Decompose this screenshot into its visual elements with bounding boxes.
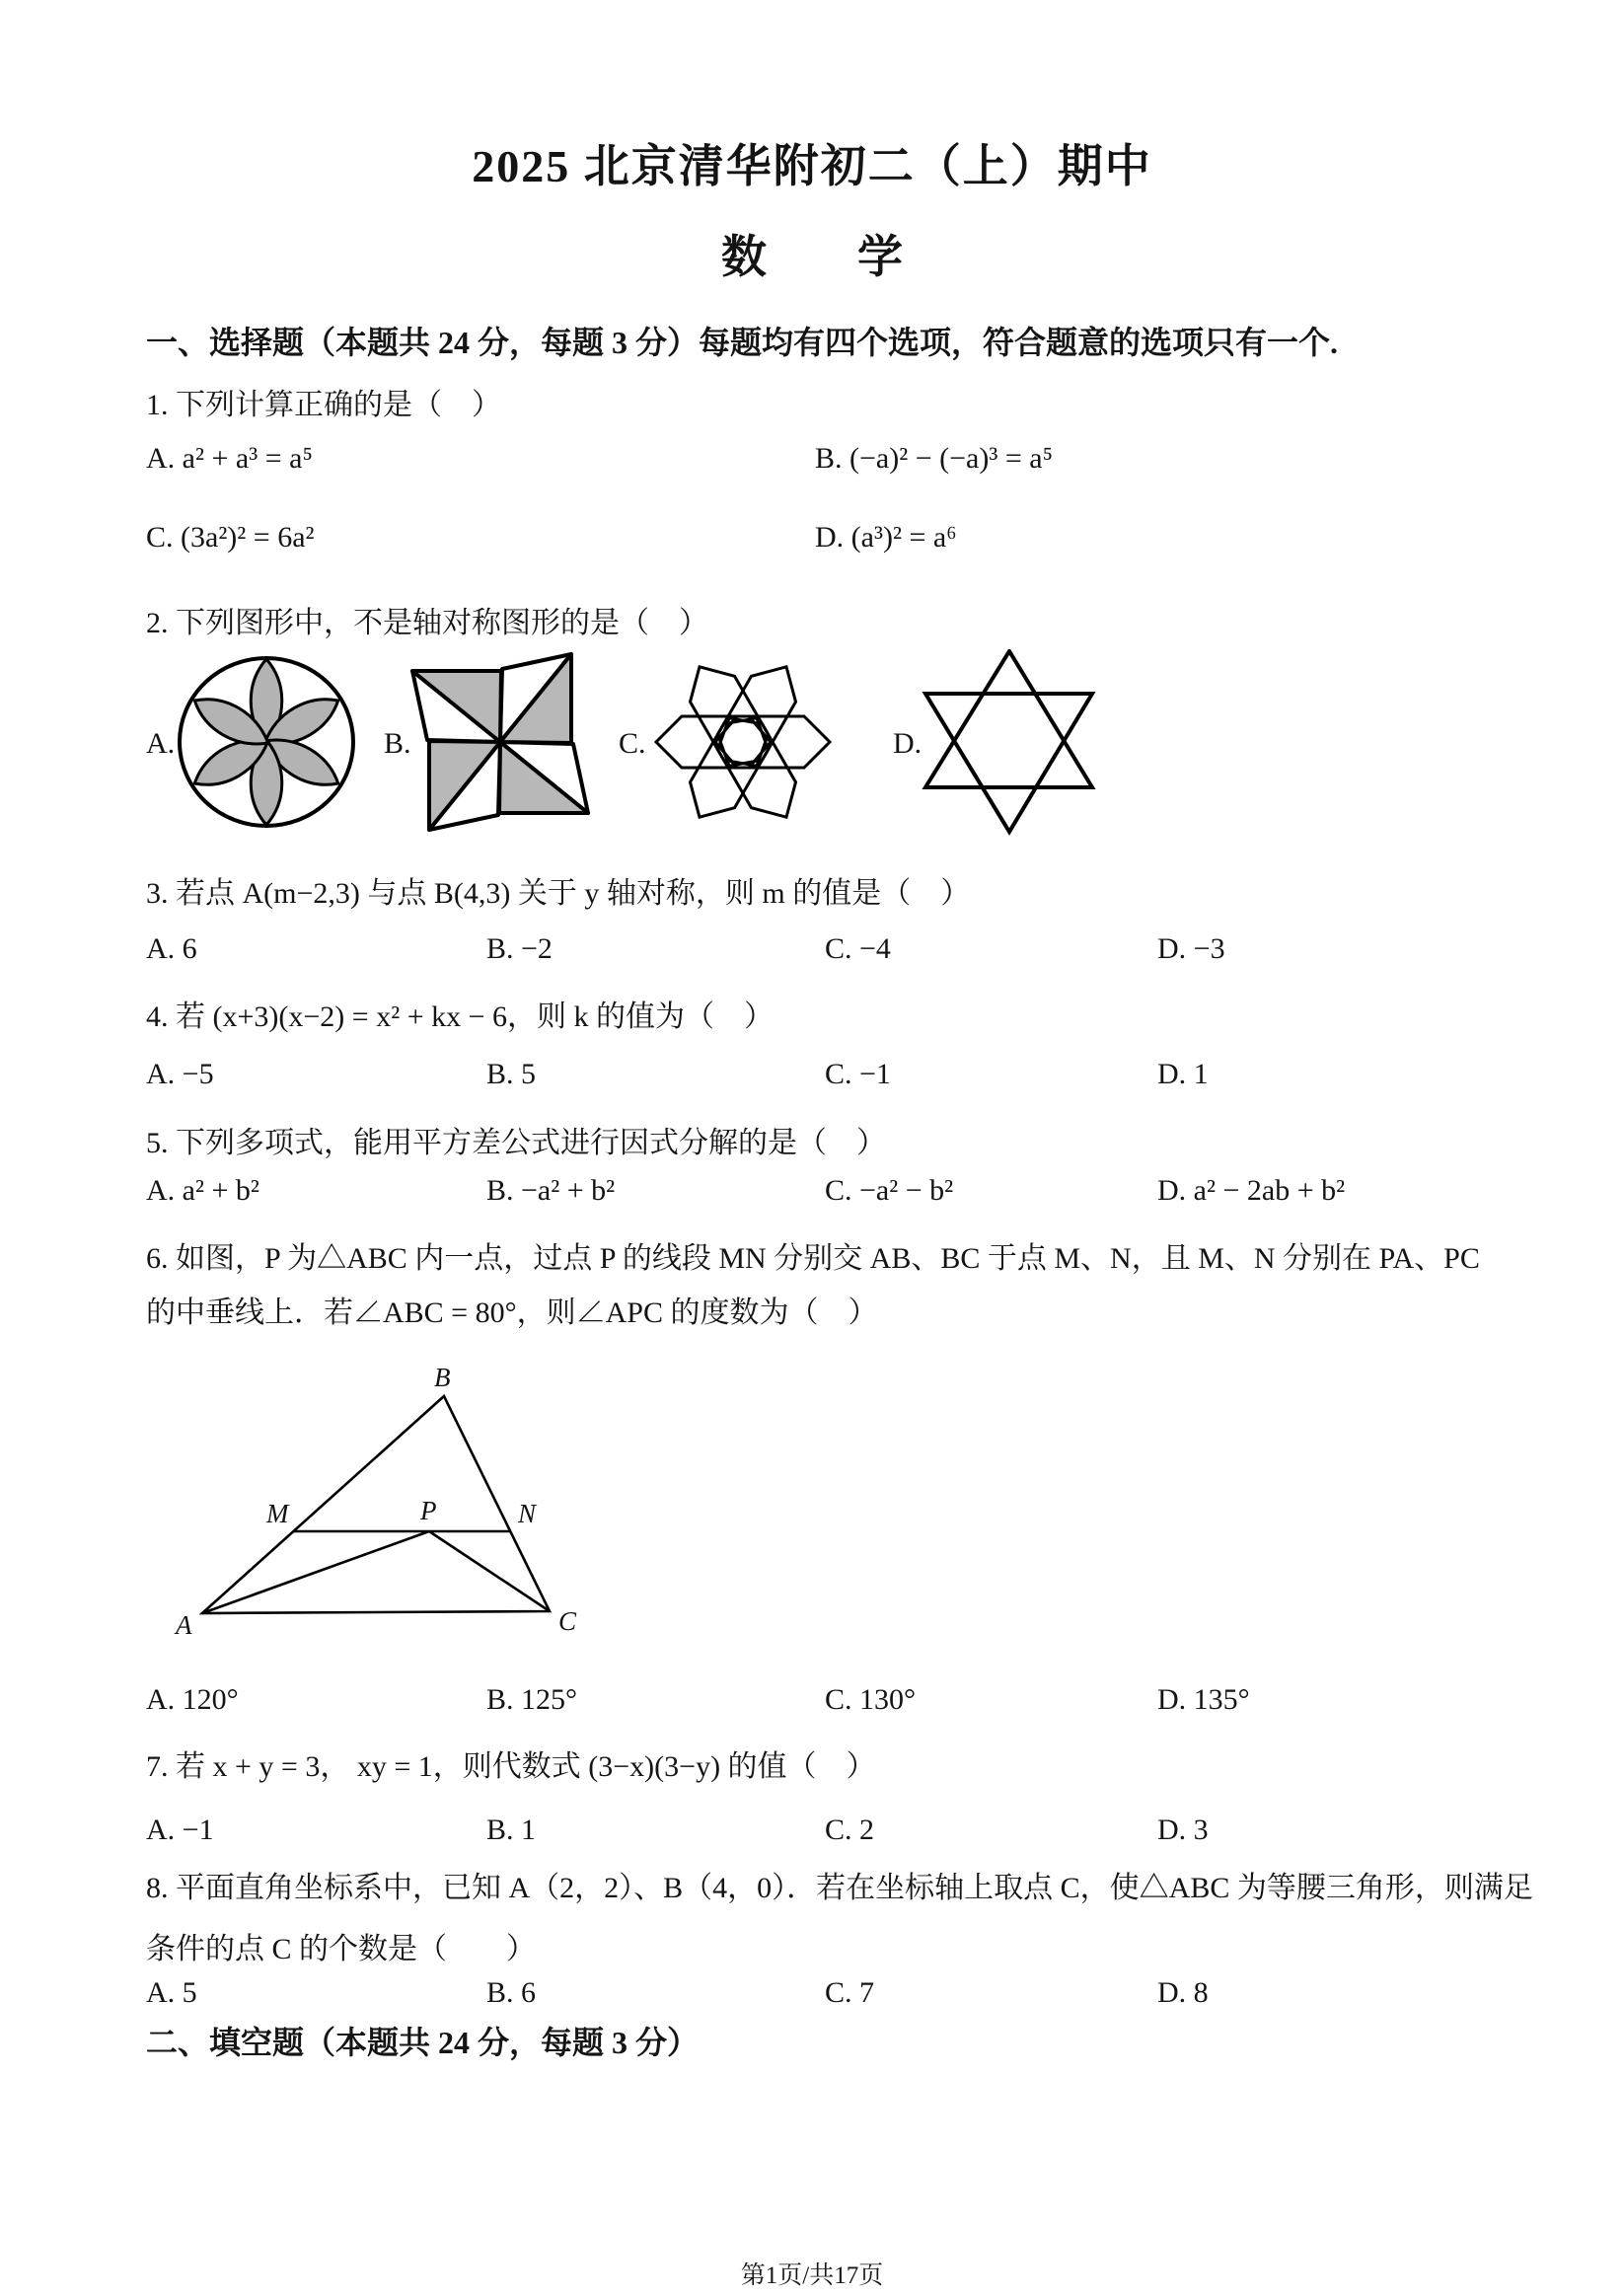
q2-figure-label-c: C.	[619, 727, 646, 760]
q6-stem-line-1: 6. 如图，P 为△ABC 内一点，过点 P 的线段 MN 分别交 AB、BC 于点 M、N，且 M、N 分别在 PA、PC	[146, 1242, 1480, 1275]
q8-option-d: D. 8	[1157, 1976, 1209, 2009]
q6-label-p: P	[420, 1496, 437, 1525]
q1-option-d: D. (a³)² = a⁶	[815, 521, 957, 554]
q8-option-a: A. 5	[146, 1976, 197, 2009]
q4-option-c: C. −1	[825, 1058, 891, 1090]
q6-label-b: B	[434, 1363, 451, 1392]
q2-figure-b-pinwheel	[409, 651, 591, 833]
q3-options-row	[146, 932, 1527, 966]
q8-option-b: B. 6	[486, 1976, 537, 2009]
q5-options-row	[146, 1174, 1527, 1208]
q6-option-c: C. 130°	[825, 1683, 917, 1716]
q7-option-b: B. 1	[486, 1814, 537, 1846]
q3-stem: 3. 若点 A(m−2,3) 与点 B(4,3) 关于 y 轴对称，则 m 的值是（ ）	[146, 877, 971, 910]
q6-triangle-figure	[173, 1362, 582, 1648]
q7-option-a: A. −1	[146, 1814, 214, 1846]
q7-stem: 7. 若 x + y = 3， xy = 1，则代数式 (3−x)(3−y) 的值（ ）	[146, 1750, 876, 1783]
q6-label-a: A	[176, 1610, 192, 1640]
q1-option-b: B. (−a)² − (−a)³ = a⁵	[815, 442, 1054, 475]
q6-options-row	[146, 1683, 1527, 1717]
q5-stem: 5. 下列多项式，能用平方差公式进行因式分解的是（ ）	[146, 1127, 886, 1159]
hexagon-petals	[656, 654, 830, 830]
q4-stem: 4. 若 (x+3)(x−2) = x² + kx − 6，则 k 的值为（ ）	[146, 1000, 775, 1033]
page-footer: 第1页/共17页	[740, 2262, 884, 2289]
q4-option-a: A. −5	[146, 1058, 214, 1090]
exam-title: 2025 北京清华附初二（上）期中	[472, 141, 1152, 191]
q6-option-a: A. 120°	[146, 1683, 239, 1716]
q7-option-c: C. 2	[825, 1814, 875, 1846]
q2-figure-d-hexagram	[916, 649, 1103, 843]
q8-stem-line-2: 条件的点 C 的个数是（ ）	[146, 1933, 537, 1965]
q2-stem: 2. 下列图形中，不是轴对称图形的是（ ）	[146, 607, 708, 639]
triangle-lines	[202, 1396, 550, 1613]
q8-options-row	[146, 1976, 1527, 2010]
q1-option-a: A. a² + a³ = a⁵	[146, 442, 313, 475]
q2-figure-label-a: A.	[146, 727, 176, 760]
section-1-heading: 一、选择题（本题共 24 分，每题 3 分）每题均有四个选项，符合题意的选项只有一个.	[146, 325, 1339, 360]
subject-title: 数 学	[721, 232, 903, 282]
q4-option-d: D. 1	[1157, 1058, 1209, 1090]
q6-option-b: B. 125°	[486, 1683, 578, 1716]
q5-option-a: A. a² + b²	[146, 1174, 259, 1207]
q6-label-n: N	[518, 1499, 537, 1528]
q7-option-d: D. 3	[1157, 1814, 1209, 1846]
q5-option-c: C. −a² − b²	[825, 1174, 954, 1207]
q6-option-d: D. 135°	[1157, 1683, 1250, 1716]
q1-options-row-2	[146, 521, 1527, 555]
pinwheel-blades	[412, 654, 588, 830]
q6-stem-line-2: 的中垂线上．若∠ABC = 80°，则∠APC 的度数为（ ）	[146, 1296, 878, 1329]
q1-option-c: C. (3a²)² = 6a²	[146, 521, 315, 554]
q5-option-d: D. a² − 2ab + b²	[1157, 1174, 1346, 1207]
q5-option-b: B. −a² + b²	[486, 1174, 616, 1207]
q8-stem-line-1: 8. 平面直角坐标系中，已知 A（2，2）、B（4，0）．若在坐标轴上取点 C，使△ABC 为等腰三角形，则满足	[146, 1872, 1533, 1904]
q3-option-b: B. −2	[486, 932, 553, 965]
q2-figure-a-flower-circle	[173, 651, 360, 834]
q1-stem: 1. 下列计算正确的是（ ）	[146, 389, 501, 421]
q6-label-m: M	[266, 1499, 289, 1528]
q4-options-row	[146, 1058, 1527, 1091]
q7-options-row	[146, 1814, 1527, 1847]
q2-figure-label-b: B.	[384, 727, 411, 760]
q2-figure-c-hexagon-flower	[649, 648, 837, 836]
q1-options-row-1	[146, 442, 1527, 476]
q4-option-b: B. 5	[486, 1058, 537, 1090]
q8-option-c: C. 7	[825, 1976, 875, 2009]
hexagram-triangles	[925, 651, 1092, 832]
q6-label-c: C	[558, 1606, 577, 1636]
section-2-heading: 二、填空题（本题共 24 分，每题 3 分）	[146, 2025, 700, 2060]
q2-figure-label-d: D.	[893, 727, 923, 760]
q3-option-c: C. −4	[825, 932, 891, 965]
q3-option-d: D. −3	[1157, 932, 1225, 965]
q3-option-a: A. 6	[146, 932, 197, 965]
